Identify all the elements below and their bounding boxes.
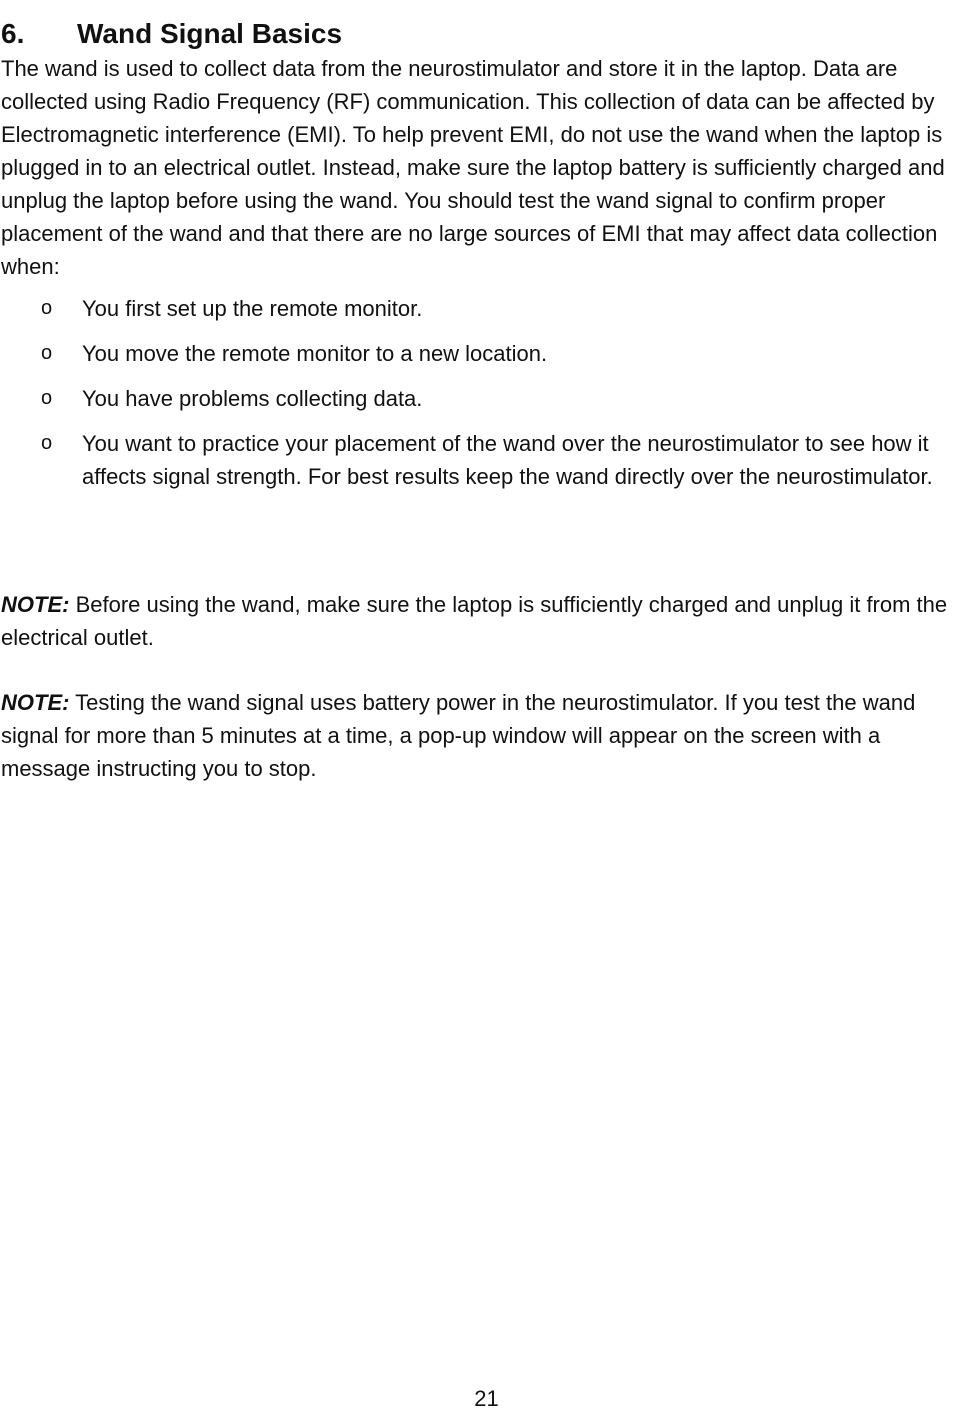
- page-number: 21: [474, 1386, 499, 1411]
- section-title: Wand Signal Basics: [77, 17, 343, 49]
- note-battery: [1, 686, 966, 785]
- list-item: [0, 337, 973, 370]
- list-item-text: You have problems collecting data.: [82, 386, 423, 411]
- bullet-marker-icon: o: [41, 342, 53, 364]
- bullet-marker-icon: o: [41, 297, 53, 319]
- bullet-marker-icon: o: [41, 387, 53, 409]
- list-item-text: You move the remote monitor to a new location.: [82, 341, 548, 366]
- list-item: [0, 427, 973, 493]
- bullet-list: [0, 292, 973, 505]
- section-heading: [1, 17, 342, 51]
- note-label: NOTE:: [1, 690, 70, 715]
- note-text: Before using the wand, make sure the laptop is sufficiently charged and unplug it from the electrical outlet.: [1, 592, 948, 650]
- list-item-text: You want to practice your placement of the wand over the neurostimulator to see how it affects signal strength. For best results keep the wand directly over the neurostimulator.: [82, 431, 933, 489]
- list-item: [0, 292, 973, 325]
- note-charge: [1, 588, 966, 654]
- section-number: 6.: [1, 17, 25, 49]
- bullet-marker-icon: o: [41, 432, 53, 454]
- list-item: [0, 382, 973, 415]
- list-item-text: You first set up the remote monitor.: [82, 296, 423, 321]
- note-label: NOTE:: [1, 592, 70, 617]
- note-text: Testing the wand signal uses battery power in the neurostimulator. If you test the wand signal for more than 5 minutes at a time, a pop-up window will appear on the screen with a message instructing you to stop.: [1, 690, 916, 781]
- intro-paragraph: The wand is used to collect data from the neurostimulator and store it in the laptop. Data are collected using Radio Frequency (RF) communication. This collection of data can be affected by Electromagnetic interference (EMI). To help prevent EMI, do not use the wand when the laptop is plugged in to an electrical outlet. Instead, make sure the laptop battery is sufficiently charged and unplug the laptop before using the wand. You should test the wand signal to confirm proper placement of the wand and that there are no large sources of EMI that may affect data collection when:: [1, 56, 945, 279]
